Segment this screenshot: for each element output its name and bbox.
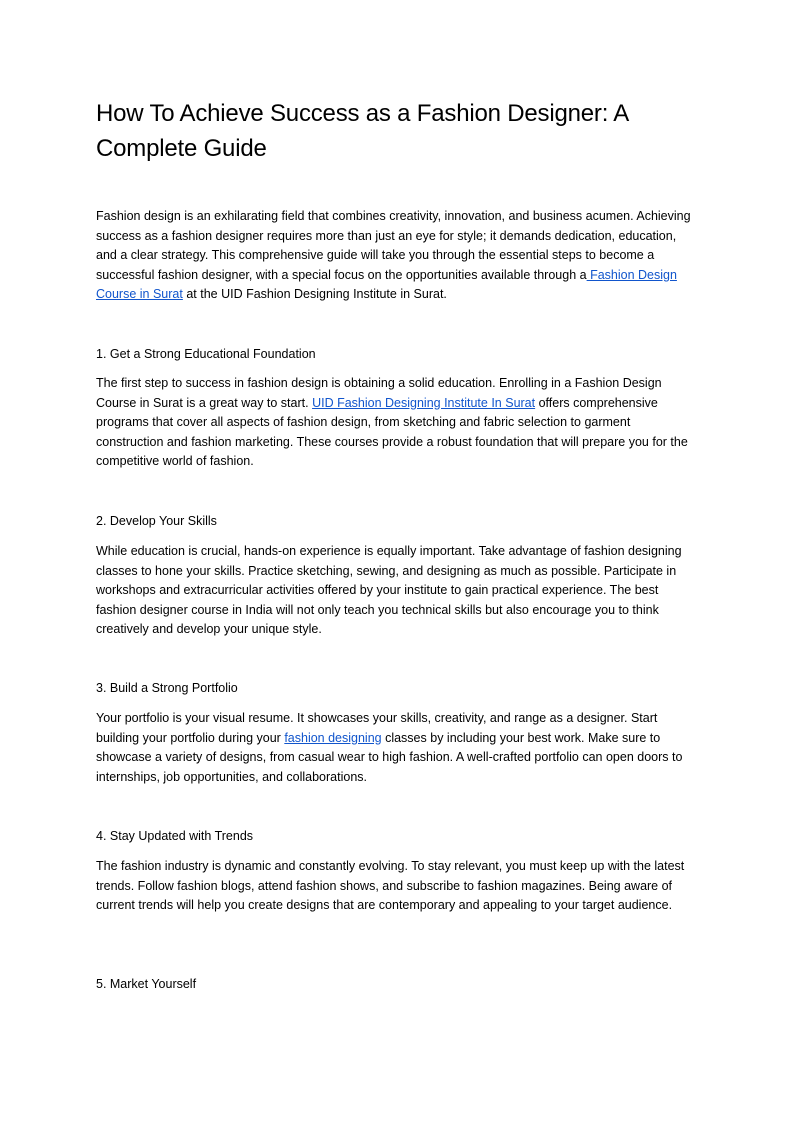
fashion-design-course-link[interactable]: Fashion Design Course in Surat	[96, 267, 677, 301]
section-3-text: Your portfolio is your visual resume. It showcases your skills, creativity, and range as a designer. Start building your portfolio during your	[96, 711, 658, 745]
section-2-heading: 2. Develop Your Skills	[96, 514, 217, 528]
section-2-paragraph: While education is crucial, hands-on experience is equally important. Take advantage of fashion designing classes to hone your skills. Practice sketching, sewing, and designing as much as possible. Participate in workshops and extracurricular activities offered by your institute to gain practical experience. The best fashion designer course in India will not only teach you technical skills but also encourage you to think creatively and develop your unique style.	[96, 544, 682, 636]
section-4-paragraph: The fashion industry is dynamic and constantly evolving. To stay relevant, you must keep up with the latest trends. Follow fashion blogs, attend fashion shows, and subscribe to fashion magazines. Being aware of current trends will help you create designs that are contemporary and appealing to your target audience.	[96, 859, 685, 912]
intro-text-end: at the UID Fashion Designing Institute in Surat.	[182, 287, 447, 301]
page-title: How To Achieve Success as a Fashion Designer: A Complete Guide	[96, 100, 628, 162]
section-1-text-end: offers comprehensive programs that cover all aspects of fashion design, from sketching and fabric selection to garment construction and fashion marketing. These courses provide a robust foundation that will prepare you for the competitive world of fashion.	[96, 395, 688, 468]
intro-paragraph	[96, 207, 698, 305]
section-3-text-end: classes by including your best work. Make sure to showcase a variety of designs, from casual wear to high fashion. A well-crafted portfolio can open doors to internships, job opportunities, and collaborations.	[96, 730, 683, 784]
section-1-text: The first step to success in fashion design is obtaining a solid education. Enrolling in a Fashion Design Course in Surat is a great way to start.	[96, 376, 662, 410]
section-1-paragraph	[96, 374, 698, 472]
intro-text: Fashion design is an exhilarating field that combines creativity, innovation, and business acumen. Achieving success as a fashion designer requires more than just an eye for style; it demands dedication, education, and a clear strategy. This comprehensive guide will take you through the essential steps to become a successful fashion designer, with a special focus on the opportunities available through a	[96, 209, 691, 282]
section-1-heading: 1. Get a Strong Educational Foundation	[96, 347, 316, 361]
uid-institute-link[interactable]: UID Fashion Designing Institute In Surat	[312, 395, 536, 410]
section-5-heading: 5. Market Yourself	[96, 977, 197, 991]
section-4-heading: 4. Stay Updated with Trends	[96, 829, 254, 843]
section-3-paragraph	[96, 709, 698, 787]
fashion-designing-link[interactable]: fashion designing	[284, 730, 382, 745]
section-3-heading: 3. Build a Strong Portfolio	[96, 681, 238, 695]
